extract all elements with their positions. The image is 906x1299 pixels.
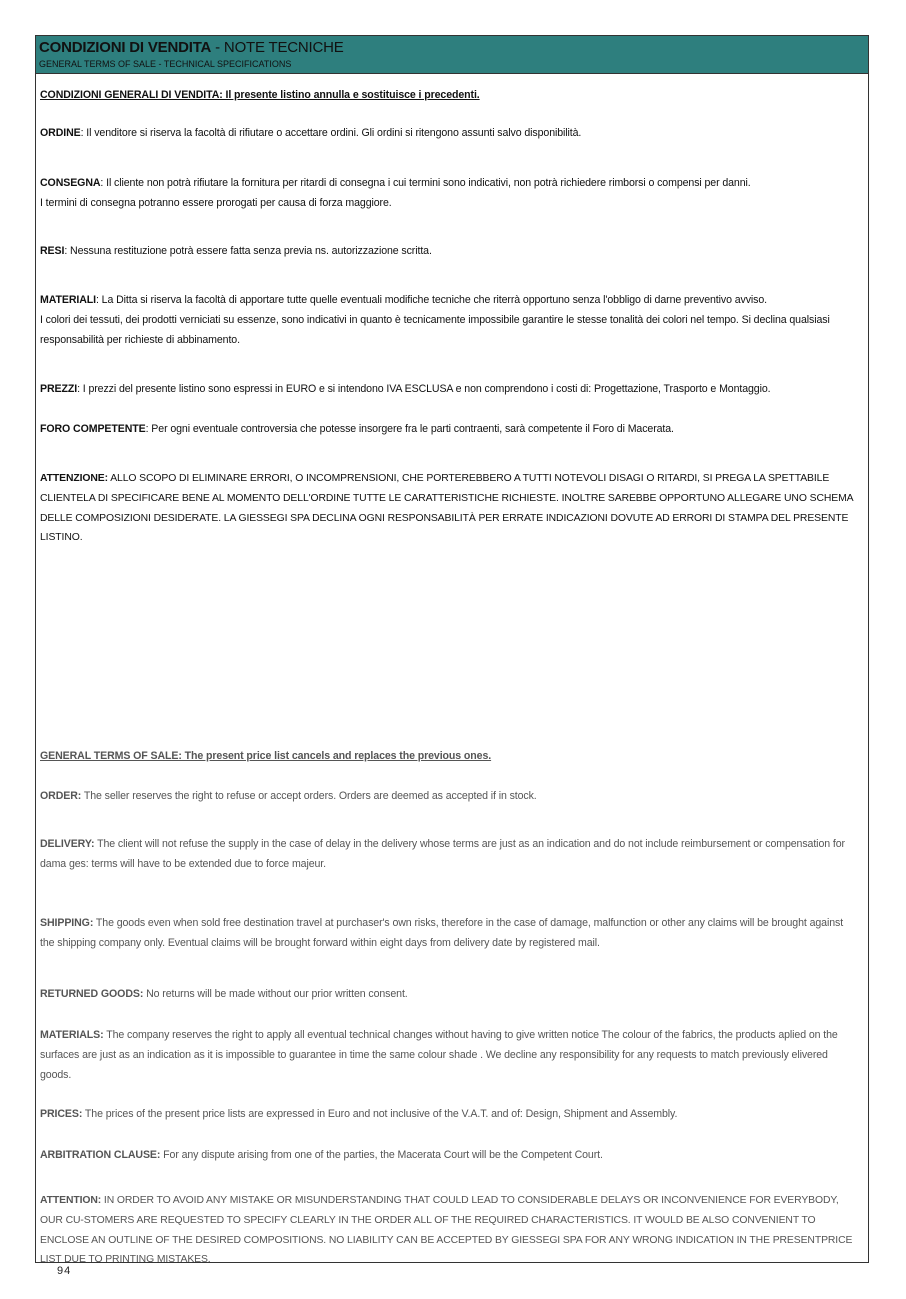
en-returned-goods: RETURNED GOODS: No returns will be made without our prior written consent.	[40, 988, 408, 1000]
page-subtitle: GENERAL TERMS OF SALE - TECHNICAL SPECIFICATIONS	[39, 59, 292, 69]
en-shipping: SHIPPING: The goods even when sold free destination travel at purchaser's own risks, therefore in the case of damage, malfunction or other any claims will be brought against the shipping company only. Eventual claims will be brought forward within eight days from delivery date by registered mail.	[40, 917, 844, 949]
en-heading: GENERAL TERMS OF SALE: The present price list cancels and replaces the previous ones.	[40, 750, 492, 762]
it-resi: RESI: Nessuna restituzione potrà essere fatta senza previa ns. autorizzazione scritta.	[40, 245, 432, 257]
it-prezzi: PREZZI: I prezzi del presente listino sono espressi in EURO e si intendono IVA ESCLUSA e non comprendono i costi di: Progettazione, Trasporto e Montaggio.	[40, 383, 771, 395]
it-ordine: ORDINE: Il venditore si riserva la facoltà di rifiutare o accettare ordini. Gli ordini si ritengono assunti salvo disponibilità.	[40, 127, 582, 139]
en-order: ORDER: The seller reserves the right to refuse or accept orders. Orders are deemed as accepted if in stock.	[40, 790, 537, 802]
en-delivery: DELIVERY: The client will not refuse the supply in the case of delay in the delivery whose terms are just as an indication and do not include reimbursement or compensation for dama ges: terms will have to be extended due to force majeur.	[40, 838, 845, 870]
en-prices: PRICES: The prices of the present price lists are expressed in Euro and not inclusive of the V.A.T. and of: Design, Shipment and Assembly.	[40, 1108, 678, 1120]
it-attenzione: ATTENZIONE: ALLO SCOPO DI ELIMINARE ERRORI, O INCOMPRENSIONI, CHE PORTEREBBERO A TUTTI NOTEVOLI DISAGI O RITARDI, SI PREGA LA SPETTABILE CLIENTELA DI SPECIFICARE BENE AL MOMENTO DELL'ORDINE TUTTE LE CARATTERISTICHE RICHIESTE. INOLTRE SAREBBE OPPORTUNO ALLEGARE UNO SCHEMA DELLE COMPOSIZIONI DESIDERATE. LA GIESSEGI SPA DECLINA OGNI RESPONSABILITÀ PER ERRATE INDICAZIONI DOVUTE AD ERRORI DI STAMPA DEL PRESENTE LISTINO.	[40, 473, 853, 544]
terms-frame	[35, 35, 869, 1266]
en-arbitration: ARBITRATION CLAUSE: For any dispute arising from one of the parties, the Macerata Court will be the Competent Court.	[40, 1149, 603, 1161]
it-consegna: CONSEGNA: Il cliente non potrà rifiutare la fornitura per ritardi di consegna i cui termini sono indicativi, non potrà richiedere rimborsi o compensi per danni. I termini di consegna potranno essere prorogati per causa di forza maggiore.	[40, 177, 751, 209]
page-number: 94	[57, 1265, 72, 1277]
page-title: CONDIZIONI DI VENDITA - NOTE TECNICHE	[39, 39, 344, 56]
it-materiali: MATERIALI: La Ditta si riserva la facoltà di apportare tutte quelle eventuali modifiche tecniche che riterrà opportuno senza l'obbligo di darne preventivo avviso. I colori dei tessuti, dei prodotti verniciati su essenze, sono indicativi in quanto è tecnicamente impossibile garantire le stesse tonalità dei colori nel tempo. Si declina qualsiasi responsabilità per richieste di abbinamento.	[40, 294, 830, 346]
section-header	[36, 36, 868, 74]
it-foro: FORO COMPETENTE: Per ogni eventuale controversia che potesse insorgere fra le parti contraenti, sarà competente il Foro di Macerata.	[40, 423, 674, 435]
it-heading: CONDIZIONI GENERALI DI VENDITA: Il presente listino annulla e sostituisce i precedenti.	[40, 89, 480, 101]
en-attention: ATTENTION: IN ORDER TO AVOID ANY MISTAKE OR MISUNDERSTANDING THAT COULD LEAD TO CONSIDERABLE DELAYS OR INCONVENIENCE FOR EVERYBODY, OUR CU-STOMERS ARE REQUESTED TO SPECIFY CLEARLY IN THE ORDER ALL OF THE REQUIRED CHARACTERISTICS. IT WOULD BE ALSO CONVENIENT TO ENCLOSE AN OUTLINE OF THE DESIRED COMPOSITIONS. NO LIABILITY CAN BE ACCEPTED BY GIESSEGI SPA FOR ANY WRONG INDICATION IN THE PRESENTPRICE LIST DUE TO PRINTING MISTAKES.	[40, 1195, 853, 1266]
en-materials: MATERIALS: The company reserves the right to apply all eventual technical changes without having to give written notice The colour of the fabrics, the products aplied on the surfaces are just as an indication as it is impossible to guarantee in time the same colour shade . We decline any responsibility for any requests to match previously elivered goods.	[40, 1029, 838, 1081]
